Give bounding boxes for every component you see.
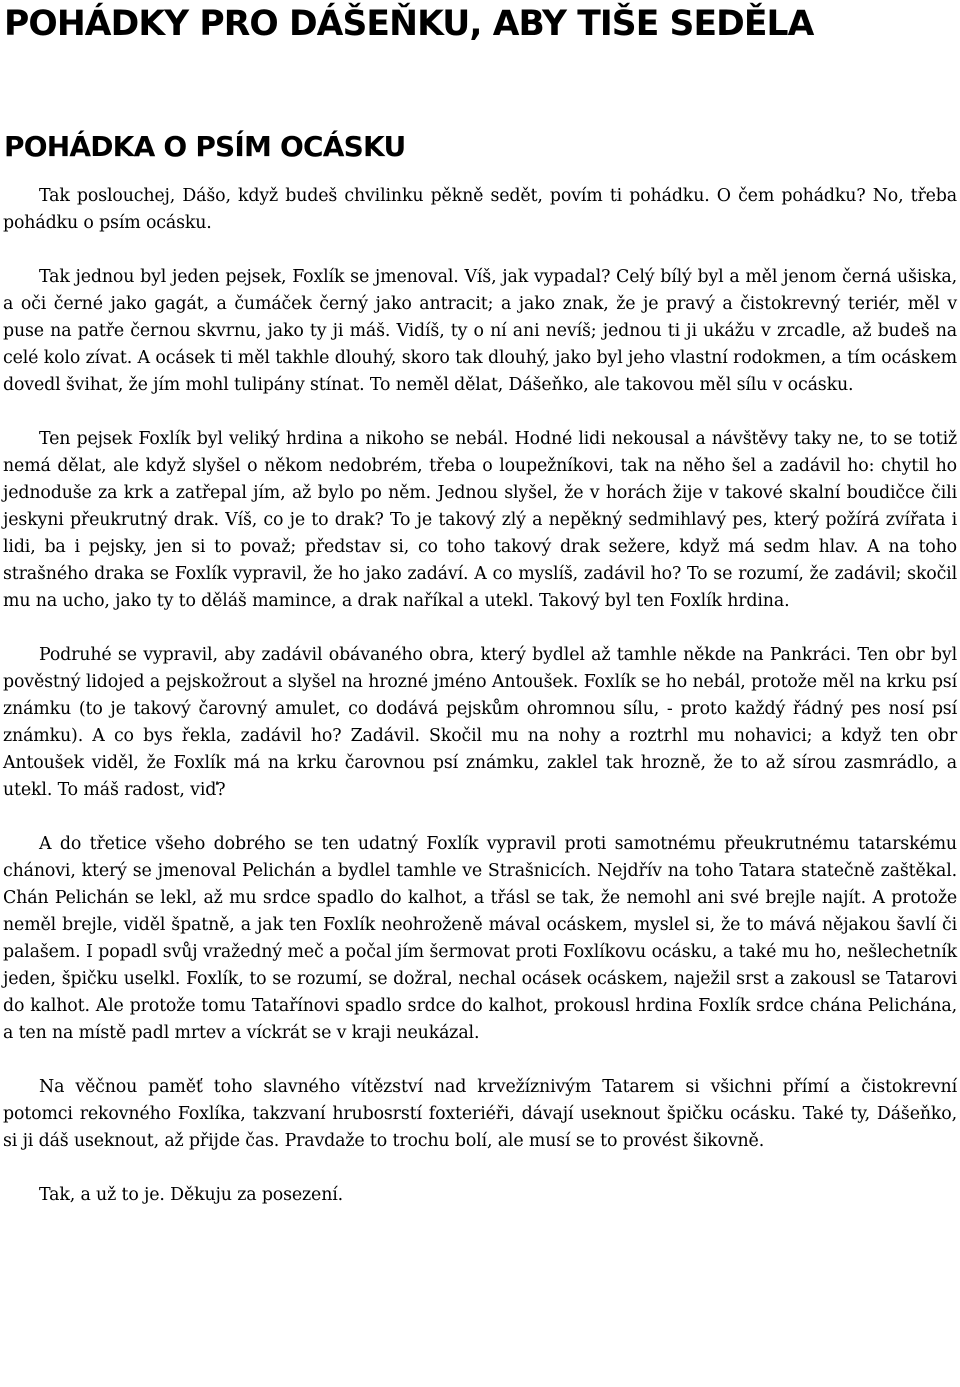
paragraph: Tak, a už to je. Děkuju za posezení.	[39, 1185, 344, 1205]
paragraph: Tak poslouchej, Dášo, když budeš chvilinku pěkně sedět, povím ti pohádku. O čem pohádku? No, třeba pohádku o psím ocásku.	[3, 186, 957, 233]
paragraph: Podruhé se vypravil, aby zadávil obávaného obra, který bydlel až tamhle někde na Pankráci. Ten obr byl pověstný lidojed a pejskožrout a slyšel na hrozné jméno Antoušek. Foxlík se ho nebál, protože měl na krku psí známku (to je takový čarovný amulet, co dodává pejskům ohromnou sílu, - proto každý řádný pes nosí psí známku). A co bys řekla, zadávil ho? Zadávil. Skočil mu na nohy a roztrhl mu nohavici; a když ten obr Antoušek viděl, že Foxlík má na krku čarovnou psí známku, zaklel tak hrozně, že to až sírou zasmrádlo, a utekl. To máš radost, viď?	[3, 645, 957, 800]
story-text	[3, 183, 957, 1236]
paragraph: Tak jednou byl jeden pejsek, Foxlík se jmenoval. Víš, jak vypadal? Celý bílý byl a měl jenom černá ušiska, a oči černé jako gagát, a čumáček černý jako antracit; a jako znak, že je pravý a čistokrevný teriér, měl v puse na patře černou skvrnu, jako ty ji máš. Vidíš, ty o ní ani nevíš; jednou ti ji ukážu v zrcadle, až budeš na celé kolo zívat. A ocásek ti měl takhle dlouhý, skoro tak dlouhý, jako byl jeho vlastní rodokmen, a tím ocáskem dovedl švihat, že jím mohl tulipány stínat. To neměl dělat, Dášeňko, ale takovou měl sílu v ocásku.	[3, 267, 957, 395]
chapter-title: POHÁDKA O PSÍM OCÁSKU	[4, 130, 406, 163]
paragraph: Na věčnou paměť toho slavného vítězství nad krvežíznivým Tatarem si všichni přímí a čistokrevní potomci rekovného Foxlíka, takzvaní hrubosrstí foxteriéři, dávají useknout špičku ocásku. Také ty, Dášeňko, si ji dáš useknout, až přijde čas. Pravdaže to trochu bolí, ale musí se to provést šikovně.	[3, 1077, 957, 1151]
paragraph: A do třetice všeho dobrého se ten udatný Foxlík vypravil proti samotnému přeukrutnému tatarskému chánovi, který se jmenoval Pelichán a bydlel tamhle ve Strašnicích. Nejdřív na toho Tatara statečně zaštěkal. Chán Pelichán se lekl, až mu srdce spadlo do kalhot, a třásl se tak, že nemohl ani své brejle najít. A protože neměl brejle, viděl špatně, a jak ten Foxlík neohroženě mával ocáskem, myslel si, že to mává nějakou šavlí či palašem. I popadl svůj vražedný meč a počal jím šermovat proti Foxlíkovu ocásku, a také mu ho, nešlechetník jeden, špičku uselkl. Foxlík, to se rozumí, se dožral, nechal ocásek ocáskem, naježil srst a zakousl se Tatarovi do kalhot. Ale protože tomu Tatařínovi spadlo srdce do kalhot, prokousl hrdina Foxlík srdce chána Pelichána, a ten na místě padl mrtev a víckrát se v kraji neukázal.	[3, 834, 957, 1043]
paragraph: Ten pejsek Foxlík byl veliký hrdina a nikoho se nebál. Hodné lidi nekousal a návštěvy taky ne, to se totiž nemá dělat, ale když slyšel o někom nedobrém, třeba o loupežníkovi, tak na něho šel a zadávil ho: chytil ho jednoduše za krk a zatřepal jím, až bylo po něm. Jednou slyšel, že v horách žije v takové skalní boudičce čili jeskyni přeukrutný drak. Víš, co je to drak? To je takový zlý a nepěkný sedmihlavý pes, který požírá zvířata i lidi, ba i pejsky, jen si to považ; představ si, co toho takový drak sežere, když má sedm hlav. A na toho strašného draka se Foxlík vypravil, že ho jako zadáví. A co myslíš, zadávil ho? To se rozumí, že zadávil; skočil mu na ucho, jako ty to děláš mamince, a drak naříkal a utekl. Takový byl ten Foxlík hrdina.	[3, 429, 957, 611]
book-title: POHÁDKY PRO DÁŠEŇKU, ABY TIŠE SEDĚLA	[4, 4, 814, 44]
